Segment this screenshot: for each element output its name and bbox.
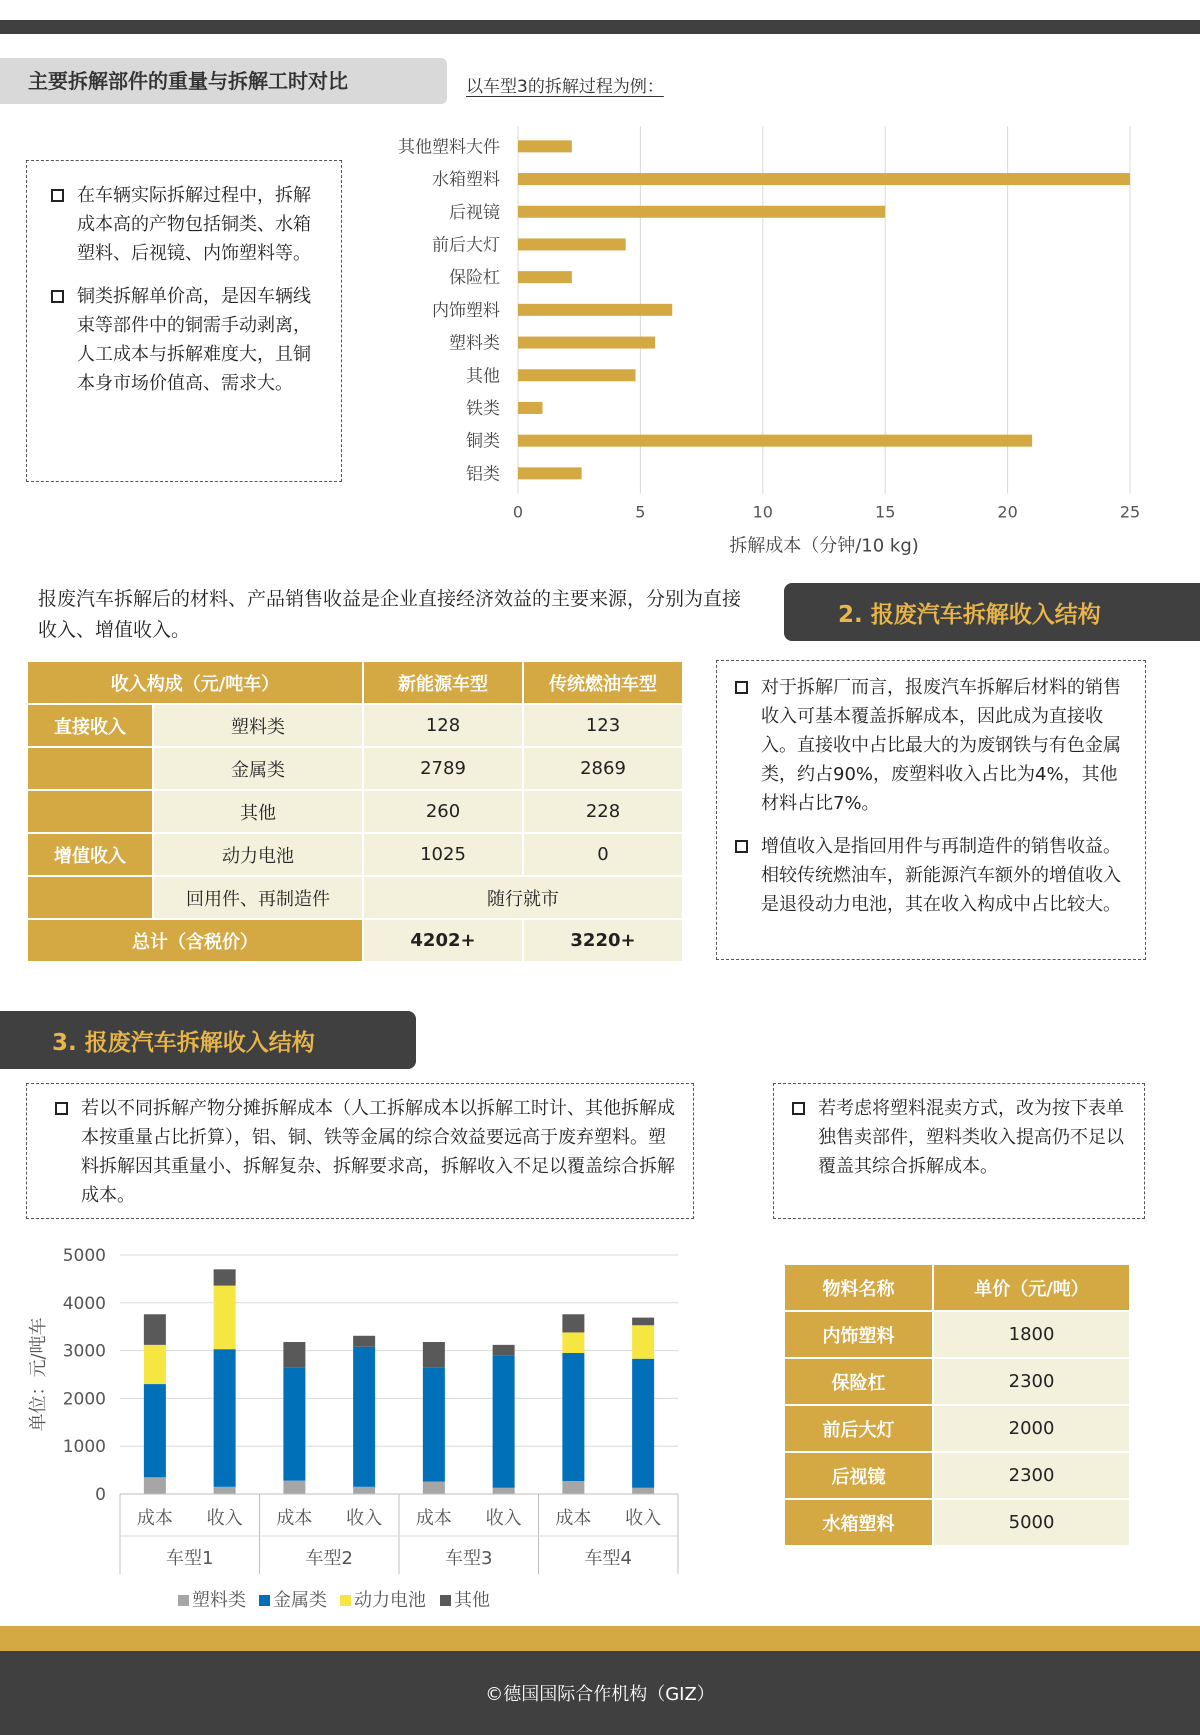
bar-segment — [423, 1368, 445, 1482]
table-row — [785, 1453, 1129, 1498]
bullet-item: 若以不同拆解产物分摊拆解成本（人工拆解成本以拆解工时计、其他拆解成本按重量占比折算），铝、铜、铁等金属的综合效益要远高于废弃塑料。塑料拆解因其重量小、拆解复杂、拆解要求高，拆解收入不足以覆盖综合拆解成本。 — [55, 1094, 677, 1210]
y-tick-label: 1000 — [62, 1437, 106, 1458]
table-row — [28, 748, 682, 789]
dismantling-cost-chart — [360, 120, 1150, 560]
y-tick-label: 其他 — [466, 366, 500, 387]
cost-income-stacked-chart — [20, 1240, 700, 1620]
row-group-label — [28, 748, 152, 789]
y-tick-label: 2000 — [62, 1389, 106, 1410]
cell-value: 0 — [524, 834, 682, 875]
cell-value: 1025 — [364, 834, 522, 875]
x-tick-label: 5 — [635, 502, 646, 522]
group-label: 车型2 — [305, 1548, 353, 1569]
y-tick-label: 其他塑料大件 — [398, 137, 500, 158]
section-banner: 2. 报废汽车拆解收入结构 — [784, 583, 1200, 641]
checkbox-bullet-icon — [792, 1102, 805, 1115]
bar — [518, 173, 1130, 185]
row-item: 回用件、再制造件 — [154, 877, 362, 918]
y-tick-label: 铁类 — [466, 398, 500, 419]
bar — [518, 206, 885, 218]
material-name: 水箱塑料 — [785, 1500, 932, 1545]
bar-segment — [283, 1342, 305, 1368]
group-label: 车型4 — [584, 1548, 632, 1569]
x-tick-label: 10 — [752, 502, 773, 522]
table-header: 传统燃油车型 — [524, 662, 682, 703]
bar-segment — [632, 1325, 654, 1358]
x-tick-label: 收入 — [485, 1508, 522, 1529]
y-tick-label: 0 — [95, 1485, 106, 1505]
top-bar — [0, 20, 1200, 34]
legend-swatch — [340, 1595, 351, 1606]
cell-value: 2789 — [364, 748, 522, 789]
y-tick-label: 铜类 — [466, 431, 500, 452]
bar-segment — [214, 1286, 236, 1350]
table-header: 新能源车型 — [364, 662, 522, 703]
bar-segment — [214, 1487, 236, 1494]
bar-segment — [144, 1314, 166, 1345]
section-title: 主要拆解部件的重量与拆解工时对比 — [0, 58, 447, 104]
section-banner: 3. 报废汽车拆解收入结构 — [0, 1011, 416, 1069]
group-label: 车型1 — [166, 1548, 214, 1569]
bar-segment — [562, 1481, 584, 1494]
row-item: 塑料类 — [154, 705, 362, 746]
x-tick-label: 0 — [512, 502, 524, 522]
total-value: 4202+ — [364, 920, 522, 961]
material-name: 前后大灯 — [785, 1406, 932, 1451]
x-tick-label: 15 — [875, 502, 896, 522]
bullet-item: 在车辆实际拆解过程中，拆解成本高的产物包括铜类、水箱塑料、后视镜、内饰塑料等。 — [51, 181, 323, 268]
cell-value: 228 — [524, 791, 682, 832]
bar-segment — [632, 1318, 654, 1326]
material-price: 1800 — [934, 1312, 1129, 1357]
bar — [518, 271, 572, 283]
y-tick-label: 内饰塑料 — [432, 300, 500, 321]
row-group-label: 直接收入 — [28, 705, 152, 746]
bar — [518, 304, 672, 316]
cell-value: 2869 — [524, 748, 682, 789]
row-item: 金属类 — [154, 748, 362, 789]
bar-segment — [493, 1356, 515, 1488]
row-group-label — [28, 791, 152, 832]
x-axis-label: 拆解成本（分钟/10 kg) — [729, 535, 919, 557]
table-row — [785, 1406, 1129, 1451]
footer-stripe — [0, 1626, 1200, 1651]
material-price: 2300 — [934, 1359, 1129, 1404]
bar-segment — [493, 1345, 515, 1356]
bullet-item: 若考虑将塑料混卖方式，改为按下表单独售卖部件，塑料类收入提高仍不足以覆盖其综合拆解成本。 — [792, 1094, 1130, 1181]
checkbox-bullet-icon — [735, 681, 748, 694]
bar-segment — [562, 1353, 584, 1481]
x-tick-label: 20 — [997, 502, 1018, 522]
cell-value: 128 — [364, 705, 522, 746]
material-price: 2300 — [934, 1453, 1129, 1498]
bar-segment — [353, 1347, 375, 1487]
table-row — [785, 1312, 1129, 1357]
example-note: 以车型3的拆解过程为例： — [466, 77, 664, 97]
table-row — [785, 1500, 1129, 1545]
x-tick-label: 成本 — [136, 1508, 173, 1529]
legend-swatch — [440, 1595, 451, 1606]
material-price-table — [783, 1263, 1131, 1547]
cost-explanation-box — [26, 160, 342, 482]
y-tick-label: 后视镜 — [449, 202, 500, 223]
table-row — [28, 791, 682, 832]
bullet-item: 对于拆解厂而言，报废汽车拆解后材料的销售收入可基本覆盖拆解成本，因此成为直接收入。直接收中占比最大的为废钢铁与有色金属类，约占90%，废塑料收入占比为4%，其他材料占比7%。 — [735, 673, 1131, 818]
y-tick-label: 4000 — [62, 1293, 106, 1314]
checkbox-bullet-icon — [51, 290, 64, 303]
x-tick-label: 成本 — [415, 1508, 452, 1529]
bar-segment — [632, 1488, 654, 1494]
checkbox-bullet-icon — [55, 1102, 68, 1115]
x-tick-label: 成本 — [555, 1508, 592, 1529]
table-header: 单价（元/吨） — [934, 1265, 1129, 1310]
cell-value: 随行就市 — [364, 877, 682, 918]
table-header: 收入构成（元/吨车） — [28, 662, 362, 703]
table-row — [28, 705, 682, 746]
bar-segment — [562, 1332, 584, 1353]
total-value: 3220+ — [524, 920, 682, 961]
y-axis-label: 单位：元/吨车 — [28, 1317, 49, 1432]
bar-segment — [144, 1384, 166, 1477]
material-price: 5000 — [934, 1500, 1129, 1545]
lead-text: 报废汽车拆解后的材料、产品销售收益是企业直接经济效益的主要来源，分别为直接收入、增值收入。 — [38, 588, 742, 641]
bar — [518, 238, 626, 250]
y-tick-label: 水箱塑料 — [432, 170, 500, 191]
bullet-item: 铜类拆解单价高，是因车辆线束等部件中的铜需手动剥离，人工成本与拆解难度大，且铜本身市场价值高、需求大。 — [51, 282, 323, 398]
plastic-sale-box — [773, 1083, 1145, 1219]
bar — [518, 435, 1032, 447]
x-tick-label: 收入 — [625, 1508, 662, 1529]
legend-swatch — [259, 1595, 270, 1606]
cell-value: 123 — [524, 705, 682, 746]
bar — [518, 402, 542, 414]
material-price: 2000 — [934, 1406, 1129, 1451]
table-row-total — [28, 920, 682, 961]
bar-segment — [283, 1368, 305, 1481]
bar-segment — [423, 1482, 445, 1494]
x-tick-label: 成本 — [276, 1508, 313, 1529]
legend-label: 金属类 — [273, 1590, 327, 1611]
bar-segment — [353, 1487, 375, 1494]
y-tick-label: 保险杠 — [449, 268, 500, 289]
x-tick-label: 收入 — [206, 1508, 243, 1529]
bar — [518, 467, 582, 479]
legend-label: 其他 — [454, 1590, 490, 1611]
cell-value: 260 — [364, 791, 522, 832]
y-tick-label: 3000 — [62, 1341, 106, 1362]
legend-swatch — [178, 1595, 189, 1606]
bar-segment — [632, 1359, 654, 1488]
table-header: 物料名称 — [785, 1265, 932, 1310]
bar-segment — [214, 1269, 236, 1285]
total-label: 总计（含税价） — [28, 920, 362, 961]
row-group-label: 增值收入 — [28, 834, 152, 875]
metal-benefit-box — [26, 1083, 694, 1219]
table-row — [28, 877, 682, 918]
bullet-item: 增值收入是指回用件与再制造件的销售收益。相较传统燃油车，新能源汽车额外的增值收入是退役动力电池，其在收入构成中占比较大。 — [735, 832, 1131, 919]
checkbox-bullet-icon — [735, 840, 748, 853]
table-row — [28, 834, 682, 875]
income-structure-table — [26, 660, 684, 963]
material-name: 后视镜 — [785, 1453, 932, 1498]
material-name: 保险杠 — [785, 1359, 932, 1404]
y-tick-label: 5000 — [62, 1246, 106, 1266]
bar-segment — [144, 1477, 166, 1494]
material-name: 内饰塑料 — [785, 1312, 932, 1357]
row-item: 动力电池 — [154, 834, 362, 875]
bar-segment — [214, 1349, 236, 1487]
income-explanation-box — [716, 660, 1146, 960]
legend-label: 塑料类 — [192, 1590, 246, 1611]
row-group-label — [28, 877, 152, 918]
legend-label: 动力电池 — [354, 1590, 426, 1611]
bar — [518, 337, 655, 349]
table-row — [785, 1359, 1129, 1404]
bar-segment — [283, 1481, 305, 1494]
bar-segment — [144, 1345, 166, 1384]
bar-segment — [493, 1488, 515, 1494]
bar-segment — [423, 1342, 445, 1368]
bar — [518, 140, 572, 152]
row-item: 其他 — [154, 791, 362, 832]
group-label: 车型3 — [445, 1548, 493, 1569]
bar — [518, 369, 636, 381]
y-tick-label: 前后大灯 — [432, 235, 500, 256]
y-tick-label: 铝类 — [466, 464, 500, 485]
checkbox-bullet-icon — [51, 189, 64, 202]
footer-copyright: ©德国国际合作机构（GIZ） — [0, 1651, 1200, 1735]
y-tick-label: 塑料类 — [449, 333, 500, 354]
x-tick-label: 25 — [1119, 502, 1141, 522]
x-tick-label: 收入 — [346, 1508, 383, 1529]
bar-segment — [353, 1336, 375, 1347]
bar-segment — [562, 1314, 584, 1332]
